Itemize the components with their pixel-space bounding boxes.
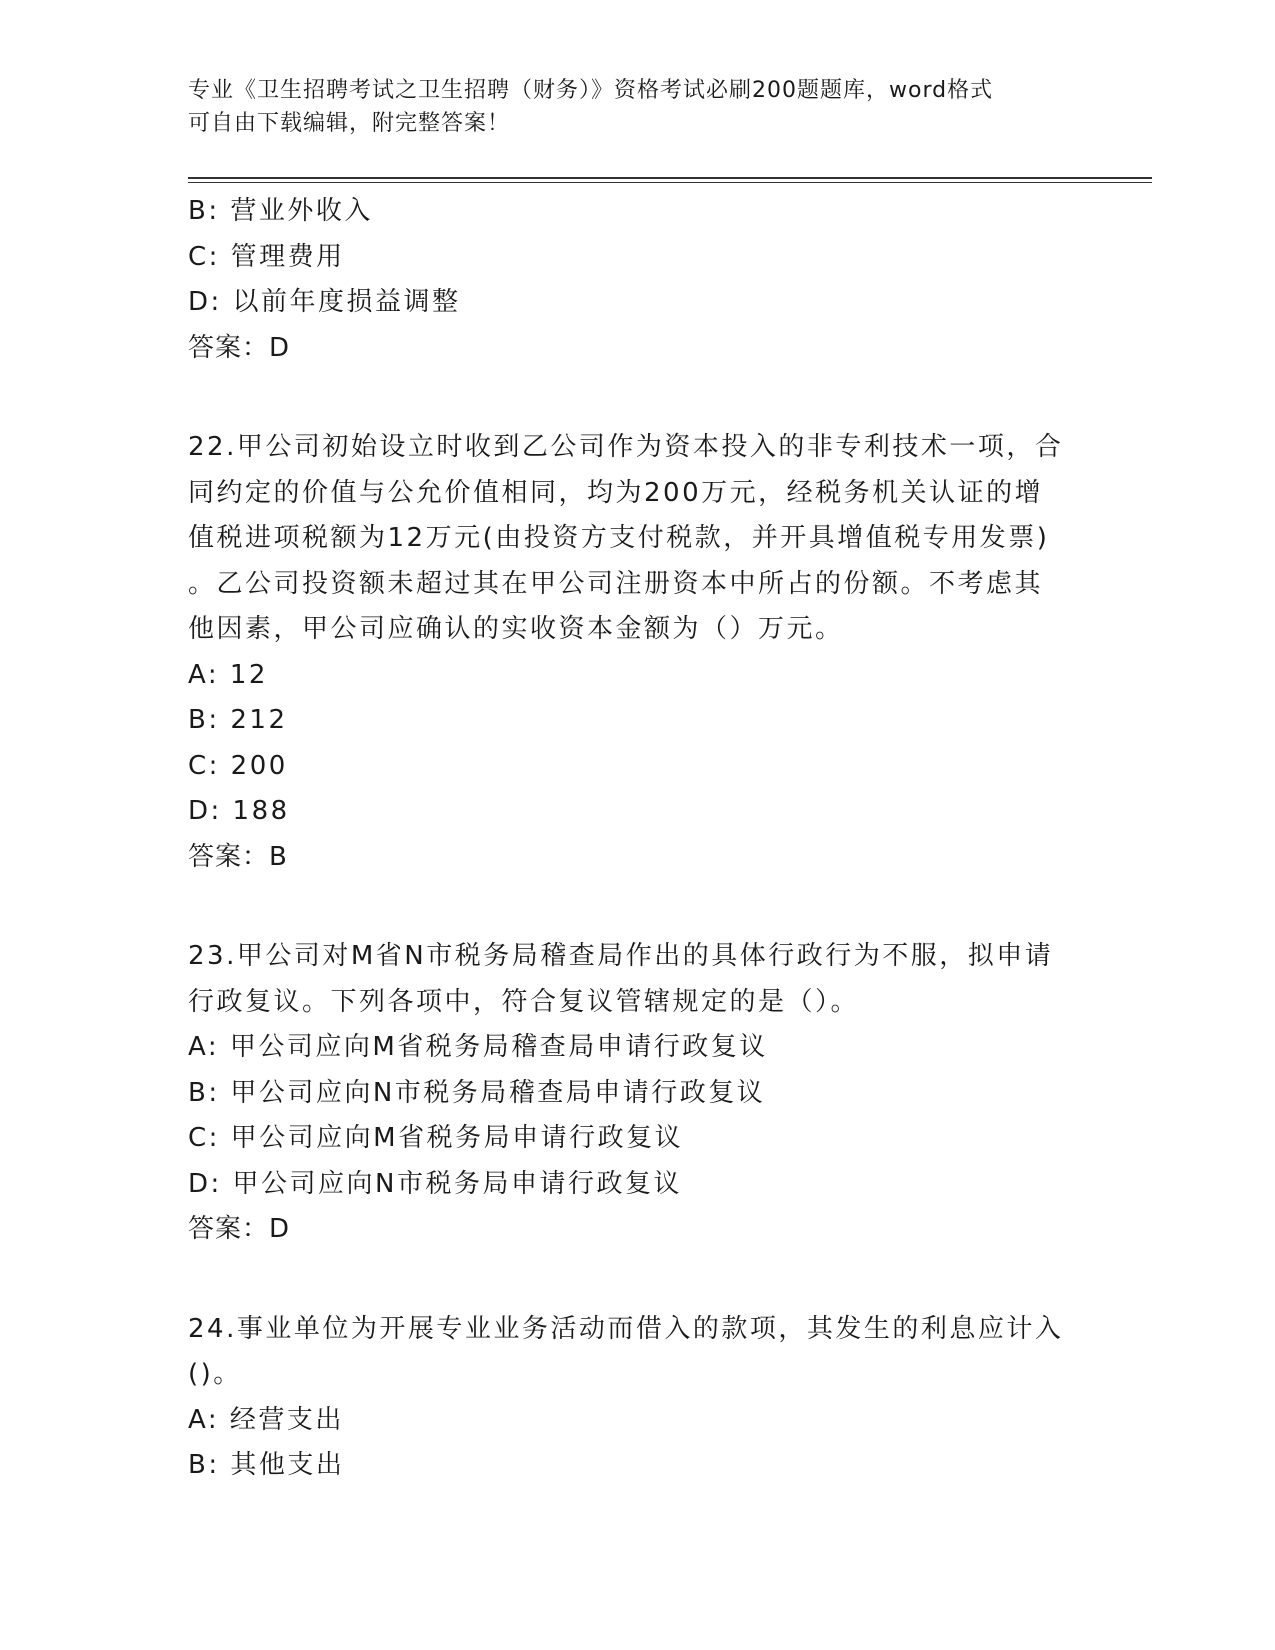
question-22 (188, 425, 1088, 880)
option-b: B: 其他支出 (188, 1450, 345, 1480)
option-b: B: 营业外收入 (188, 196, 373, 226)
header-divider-thick (188, 177, 1152, 179)
option-c: C: 200 (188, 750, 288, 781)
question-stem-line: 同约定的价值与公允价值相同，均为200万元，经税务机关认证的增 (188, 477, 1044, 508)
document-header (188, 74, 1088, 140)
question-stem-line: ()。 (188, 1359, 242, 1389)
question-23 (188, 934, 1088, 1253)
question-stem-line: 。乙公司投资额未超过其在甲公司注册资本中所占的份额。不考虑其 (188, 568, 1044, 599)
option-a: A: 12 (188, 659, 268, 690)
header-divider-thin (188, 182, 1152, 183)
question-stem-line: 他因素，甲公司应确认的实收资本金额为（）万元。 (188, 614, 844, 644)
option-c: C: 甲公司应向M省税务局申请行政复议 (188, 1123, 684, 1153)
header-line-1: 专业《卫生招聘考试之卫生招聘（财务）》资格考试必刷200题题库，word格式 (188, 78, 994, 103)
option-b: B: 212 (188, 705, 288, 735)
question-stem-line: 22.甲公司初始设立时收到乙公司作为资本投入的非专利技术一项，合 (188, 432, 1064, 462)
question-stem-line: 行政复议。下列各项中，符合复议管辖规定的是（）。 (188, 986, 860, 1017)
option-a: A: 甲公司应向M省税务局稽查局申请行政复议 (188, 1032, 768, 1062)
question-stem-line: 值税进项税额为12万元(由投资方支付税款，并开具增值税专用发票) (188, 523, 1050, 553)
option-d: D: 以前年度损益调整 (188, 287, 461, 317)
option-d: D: 甲公司应向N市税务局申请行政复议 (188, 1168, 682, 1199)
option-a: A: 经营支出 (188, 1404, 344, 1435)
answer-line: 答案：D (188, 1214, 291, 1244)
option-b: B: 甲公司应向N市税务局稽查局申请行政复议 (188, 1077, 766, 1108)
option-d: D: 188 (188, 796, 290, 826)
option-c: C: 管理费用 (188, 241, 345, 272)
document-body (188, 189, 1088, 1489)
header-line-2: 可自由下载编辑，附完整答案！ (188, 111, 511, 136)
question-21-remainder (188, 189, 1088, 371)
question-stem-line: 23.甲公司对M省N市税务局稽查局作出的具体行政行为不服，拟申请 (188, 941, 1054, 971)
question-stem-line: 24.事业单位为开展专业业务活动而借入的款项，其发生的利息应计入 (188, 1313, 1064, 1344)
answer-line: 答案：D (188, 332, 291, 363)
answer-line: 答案：B (188, 841, 288, 872)
question-24 (188, 1307, 1088, 1489)
